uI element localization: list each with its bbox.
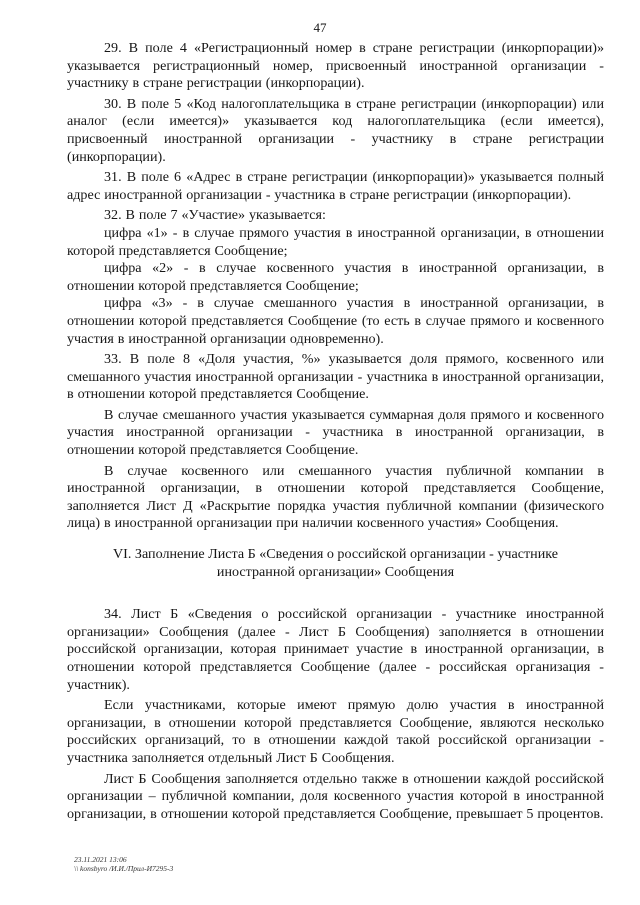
paragraph: 31. В поле 6 «Адрес в стране регистрации (инкорпорации)» указывается полный адрес иностранной организации - участника в стране регистрации (инкорпорации). [67,169,604,203]
section-heading: VI. Заполнение Листа Б «Сведения о российской организации - участнике иностранной организации» Сообщения [113,546,558,580]
paragraph: 32. В поле 7 «Участие» указывается: [104,207,326,224]
paragraph: 29. В поле 4 «Регистрационный номер в стране регистрации (инкорпорации)» указывается регистрационный номер, присвоенный иностранной организации - участнику в стране регистрации (инкорпорации). [67,40,604,92]
paragraph: цифра «2» - в случае косвенного участия в иностранной организации, в отношении которой представляется Сообщение; [67,260,604,294]
paragraph: 30. В поле 5 «Код налогоплательщика в стране регистрации (инкорпорации) или аналог (если имеется)» указывается код налогоплательщика (если имеется), присвоенный иностранной организации - участнику в стране регистрации (инкорпорации). [67,95,604,165]
page-number: 47 [313,20,327,35]
paragraph: 34. Лист Б «Сведения о российской организации - участнике иностранной организации» Сообщения (далее - Лист Б Сообщения) заполняется в отношении российской организации, которая принимает участие в иностранной организации, в отношении которой представляется Сообщение (далее - российская организация - участник). [67,606,604,693]
paragraph: Лист Б Сообщения заполняется отдельно также в отношении каждой российской организации – публичной компании, доля косвенного участия которой в иностранной организации, в отношении которой представляется Сообщение, превышает 5 процентов. [67,770,604,822]
document-footer [74,855,173,873]
paragraph: цифра «3» - в случае смешанного участия в иностранной организации, в отношении которой представляется Сообщение (то есть в случае прямого и косвенного участия в иностранной организации одновременно). [67,295,604,347]
footer-timestamp: 23.11.2021 13:06 [74,855,127,864]
footer-file-path: \\ konsbyro /И.И./Прил-И7295-3 [74,864,174,873]
document-body [67,40,604,823]
paragraph: В случае косвенного или смешанного участия публичной компании в иностранной организации, в отношении которой представляется Сообщение, заполняется Лист Д «Раскрытие порядка участия публичной компании (физического лица) в иностранной организации при наличии косвенного участия» Сообщения. [67,462,604,532]
paragraph: 33. В поле 8 «Доля участия, %» указывается доля прямого, косвенного или смешанного участия иностранной организации - участника в иностранной организации, в отношении которой представляется Сообщение. [67,351,604,403]
paragraph: Если участниками, которые имеют прямую долю участия в иностранной организации, в отношении которой представляется Сообщение, являются несколько российских организаций, то в отношении каждой такой российской организации - участника заполняется отдельный Лист Б Сообщения. [67,697,604,766]
paragraph: цифра «1» - в случае прямого участия в иностранной организации, в отношении которой представляется Сообщение; [67,224,604,259]
paragraph: В случае смешанного участия указывается суммарная доля прямого и косвенного участия иностранной организации - участника в иностранной организации, в отношении которой представляется Сообщение. [67,406,604,459]
